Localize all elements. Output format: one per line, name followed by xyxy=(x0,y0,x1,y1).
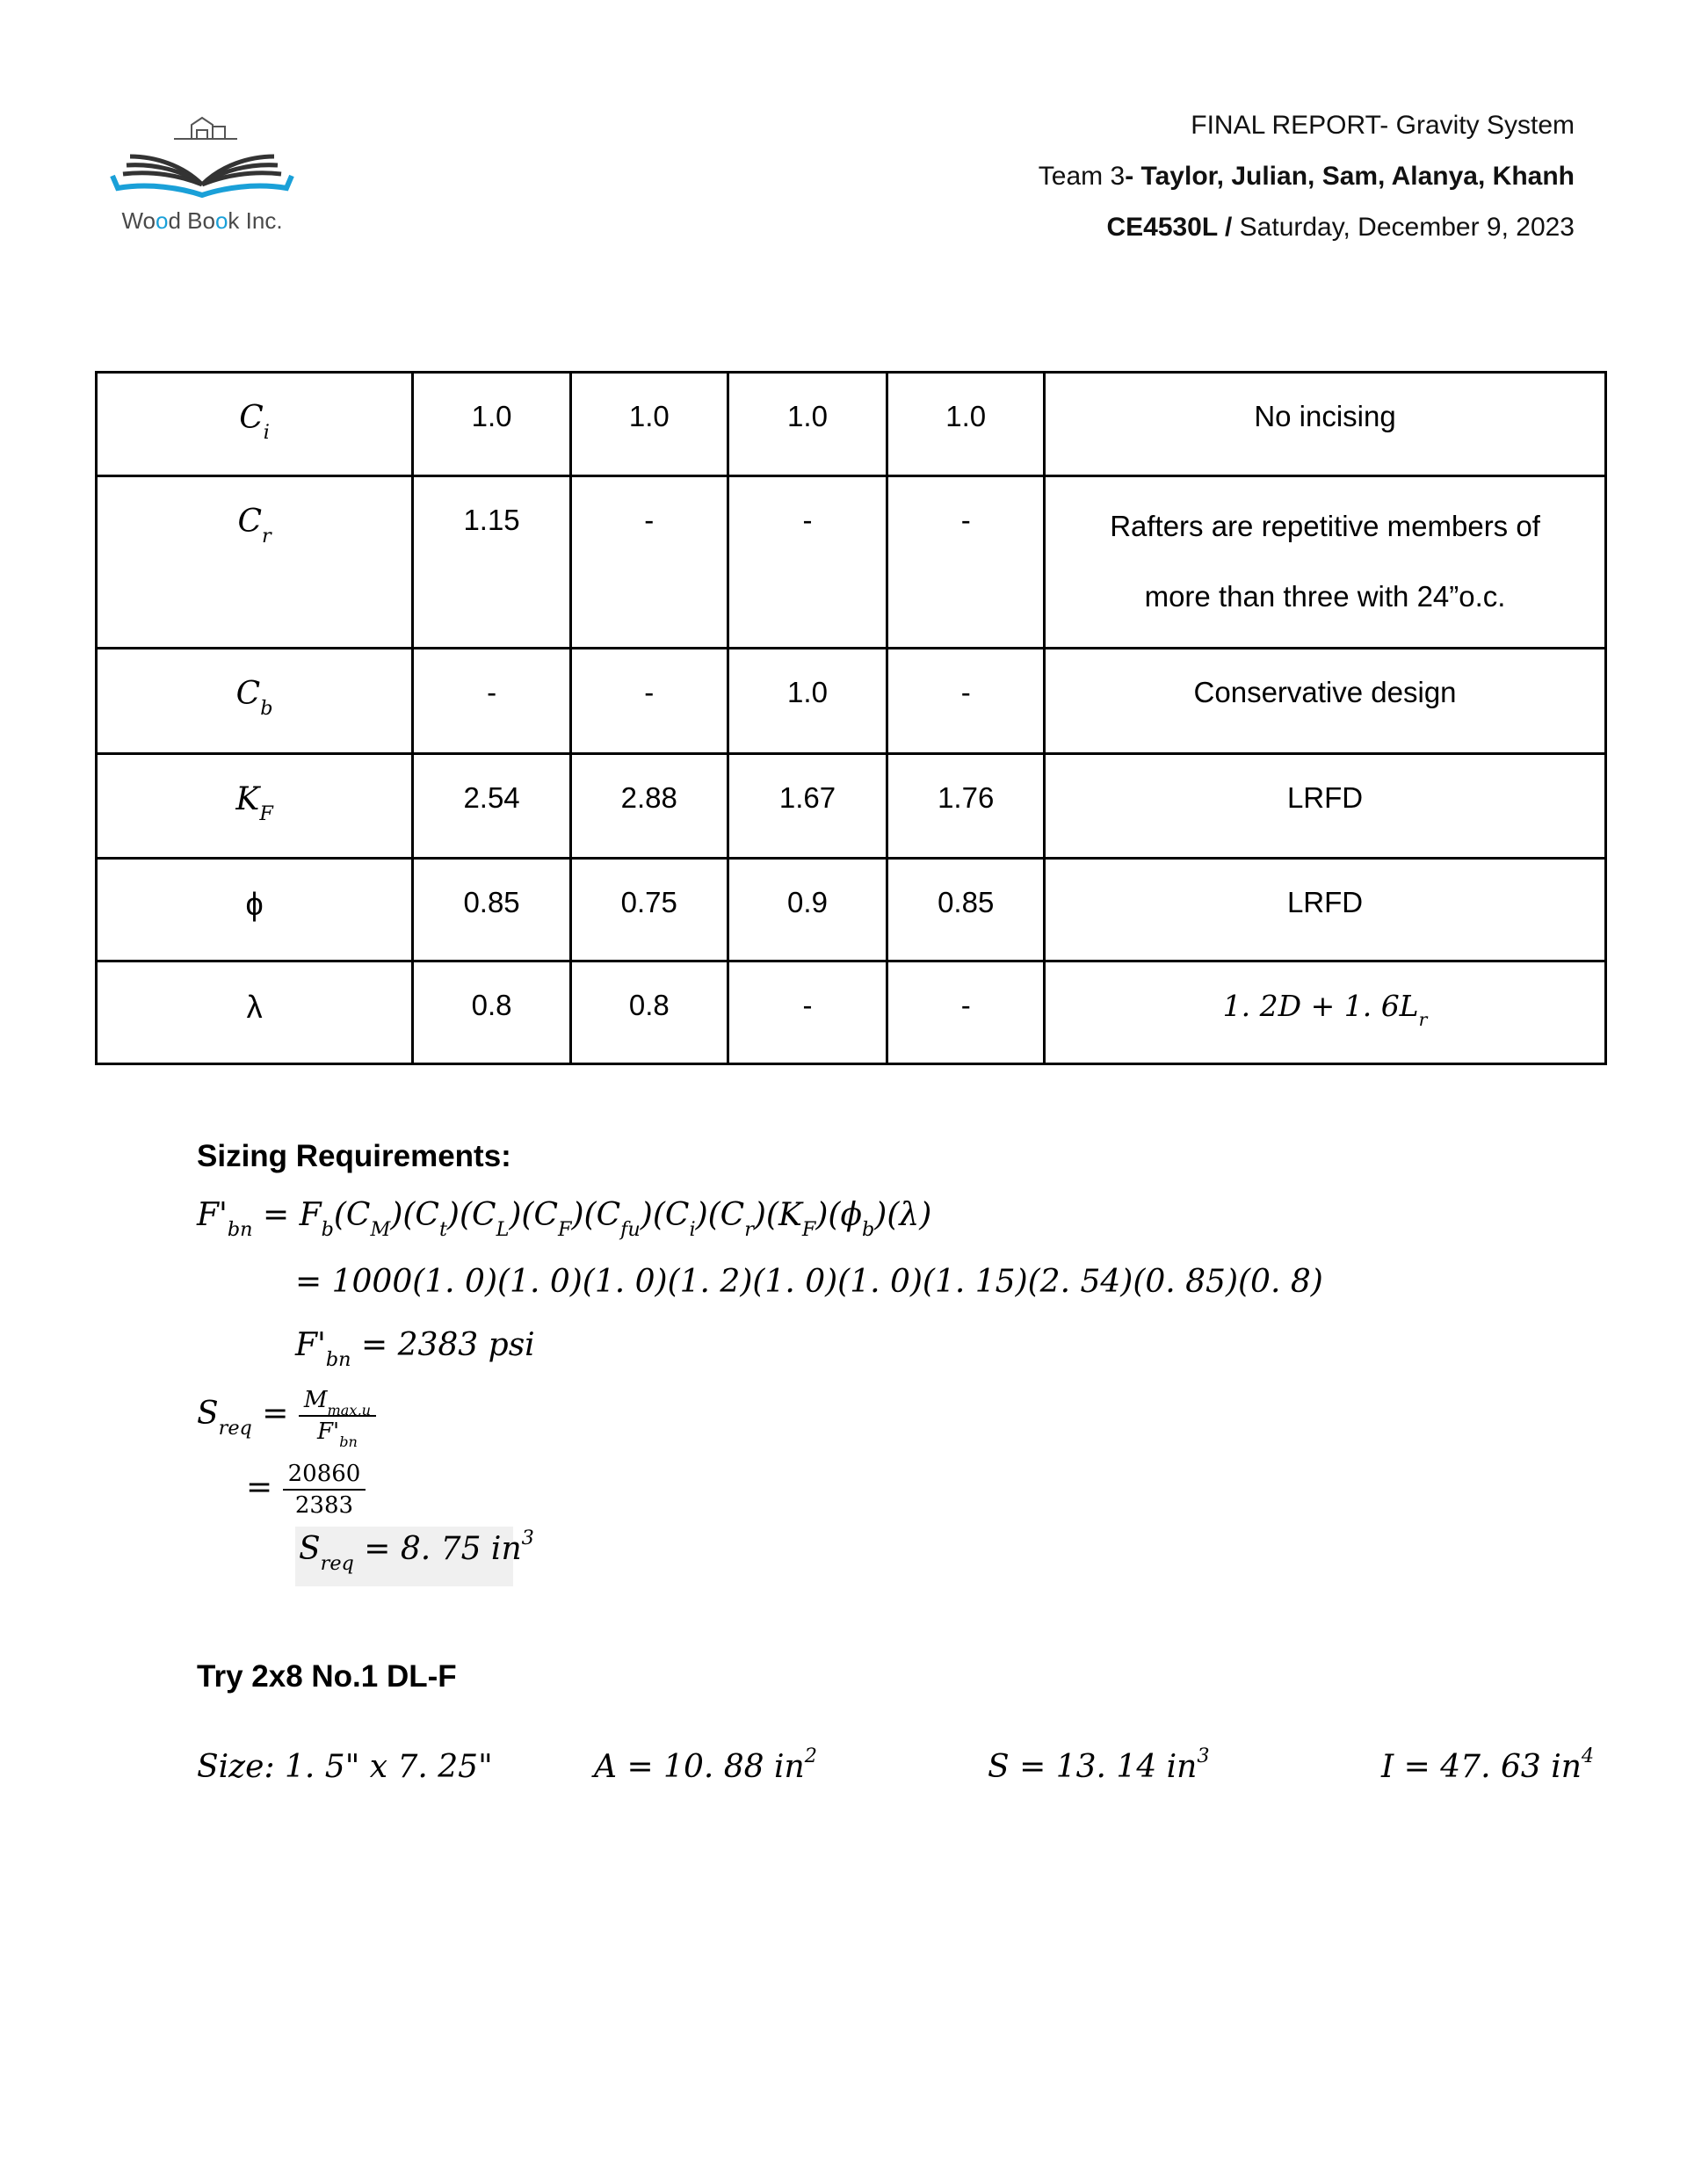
table-cell: 1.0 xyxy=(945,400,987,432)
table-cell: 2.54 xyxy=(463,781,520,814)
table-cell: - xyxy=(960,504,971,536)
table-cell: 0.85 xyxy=(938,886,995,918)
factor-symbol: ϕ xyxy=(245,886,264,922)
table-row xyxy=(97,476,1606,649)
table-note: Conservative design xyxy=(1193,676,1457,708)
table-row xyxy=(97,754,1606,859)
report-date: Saturday, December 9, 2023 xyxy=(1232,213,1575,242)
table-cell: - xyxy=(960,989,971,1021)
table-cell: - xyxy=(644,676,655,708)
open-book-house-icon xyxy=(105,104,299,200)
table-cell: 1.0 xyxy=(471,400,512,432)
logo-brand-text: Wood Book Inc. xyxy=(121,207,283,234)
factor-symbol: $C_b$ xyxy=(235,676,273,721)
table-note: Rafters are repetitive members of more than three with 24”o.c. xyxy=(1110,510,1540,613)
table-cell: 0.8 xyxy=(471,989,512,1021)
required-section-modulus-substitution: = $\frac{20860}{2383}$ xyxy=(246,1461,366,1519)
report-title: FINAL REPORT- Gravity System xyxy=(1191,111,1575,140)
factor-symbol: $C_i$ xyxy=(239,400,270,445)
trial-area: A = 10. 88 $in^2$ xyxy=(594,1745,817,1785)
adjustment-factors-table xyxy=(95,371,1607,1065)
load-combination: 1. 2D + 1. $6L_r$ xyxy=(1222,989,1428,1031)
table-cell: - xyxy=(802,504,813,536)
table-cell: 1.15 xyxy=(463,504,520,536)
required-section-modulus-result: $S_{req} = 8$. 75 $in^3$ xyxy=(299,1527,534,1576)
adjusted-bending-equation: $F'_{bn} = F_b(C_M)(C_t)(C_L)(C_F)(C_{fu})(C_i)(C_r)(K_F)(\phi_b)(\lambda)$ xyxy=(197,1197,932,1242)
factor-symbol: $C_r$ xyxy=(237,504,272,548)
factor-symbol: λ xyxy=(246,989,263,1025)
table-cell: 0.9 xyxy=(787,886,828,918)
table-note: LRFD xyxy=(1286,886,1364,918)
team-line xyxy=(1039,162,1575,192)
table-row xyxy=(97,373,1606,476)
table-note: No incising xyxy=(1254,400,1396,432)
table-cell: 0.8 xyxy=(628,989,670,1021)
factor-symbol: $K_F$ xyxy=(235,781,273,826)
adjusted-bending-substitution: = 1000(1. 0)(1. 0)(1. 0)(1. 2)(1. 0)(1. 0)(1. 15)(2. 54)(0. 85)(0. 8) xyxy=(295,1264,1323,1300)
team-prefix: Team 3 xyxy=(1038,162,1126,191)
table-cell: - xyxy=(644,504,655,536)
table-row xyxy=(97,961,1606,1064)
required-section-modulus-equation: $S_{req}$ = $\frac{M_{max,u}}{F'_{bn}}$ xyxy=(197,1387,376,1445)
team-names: - Taylor, Julian, Sam, Alanya, Khanh xyxy=(1125,162,1575,191)
adjusted-bending-result: $F'_{bn} = 2383$ psi xyxy=(295,1327,535,1372)
trial-size: Size: 1. 5" x 7. 25" xyxy=(197,1749,493,1785)
table-cell: 1.0 xyxy=(628,400,670,432)
trial-member-heading: Try 2x8 No.1 DL-F xyxy=(197,1659,457,1694)
trial-section-modulus: S = 13. 14 $in^3$ xyxy=(988,1745,1210,1785)
table-cell: - xyxy=(960,676,971,708)
table-row xyxy=(97,859,1606,961)
table-cell: - xyxy=(487,676,497,708)
logo xyxy=(105,104,299,244)
course-code: CE4530L / xyxy=(1106,213,1233,242)
table-cell: 2.88 xyxy=(620,781,677,814)
table-cell: 1.76 xyxy=(938,781,995,814)
table-cell: 0.85 xyxy=(463,886,520,918)
trial-moment-of-inertia: I = 47. 63 $in^4$ xyxy=(1381,1745,1595,1785)
table-cell: 0.75 xyxy=(620,886,677,918)
table-row xyxy=(97,649,1606,754)
table-cell: 1.0 xyxy=(787,676,828,708)
course-date-line xyxy=(1106,213,1575,243)
table-cell: 1.67 xyxy=(778,781,836,814)
table-cell: 1.0 xyxy=(787,400,828,432)
table-note: LRFD xyxy=(1286,781,1364,814)
table-cell: - xyxy=(802,989,813,1021)
sizing-heading: Sizing Requirements: xyxy=(197,1139,511,1173)
